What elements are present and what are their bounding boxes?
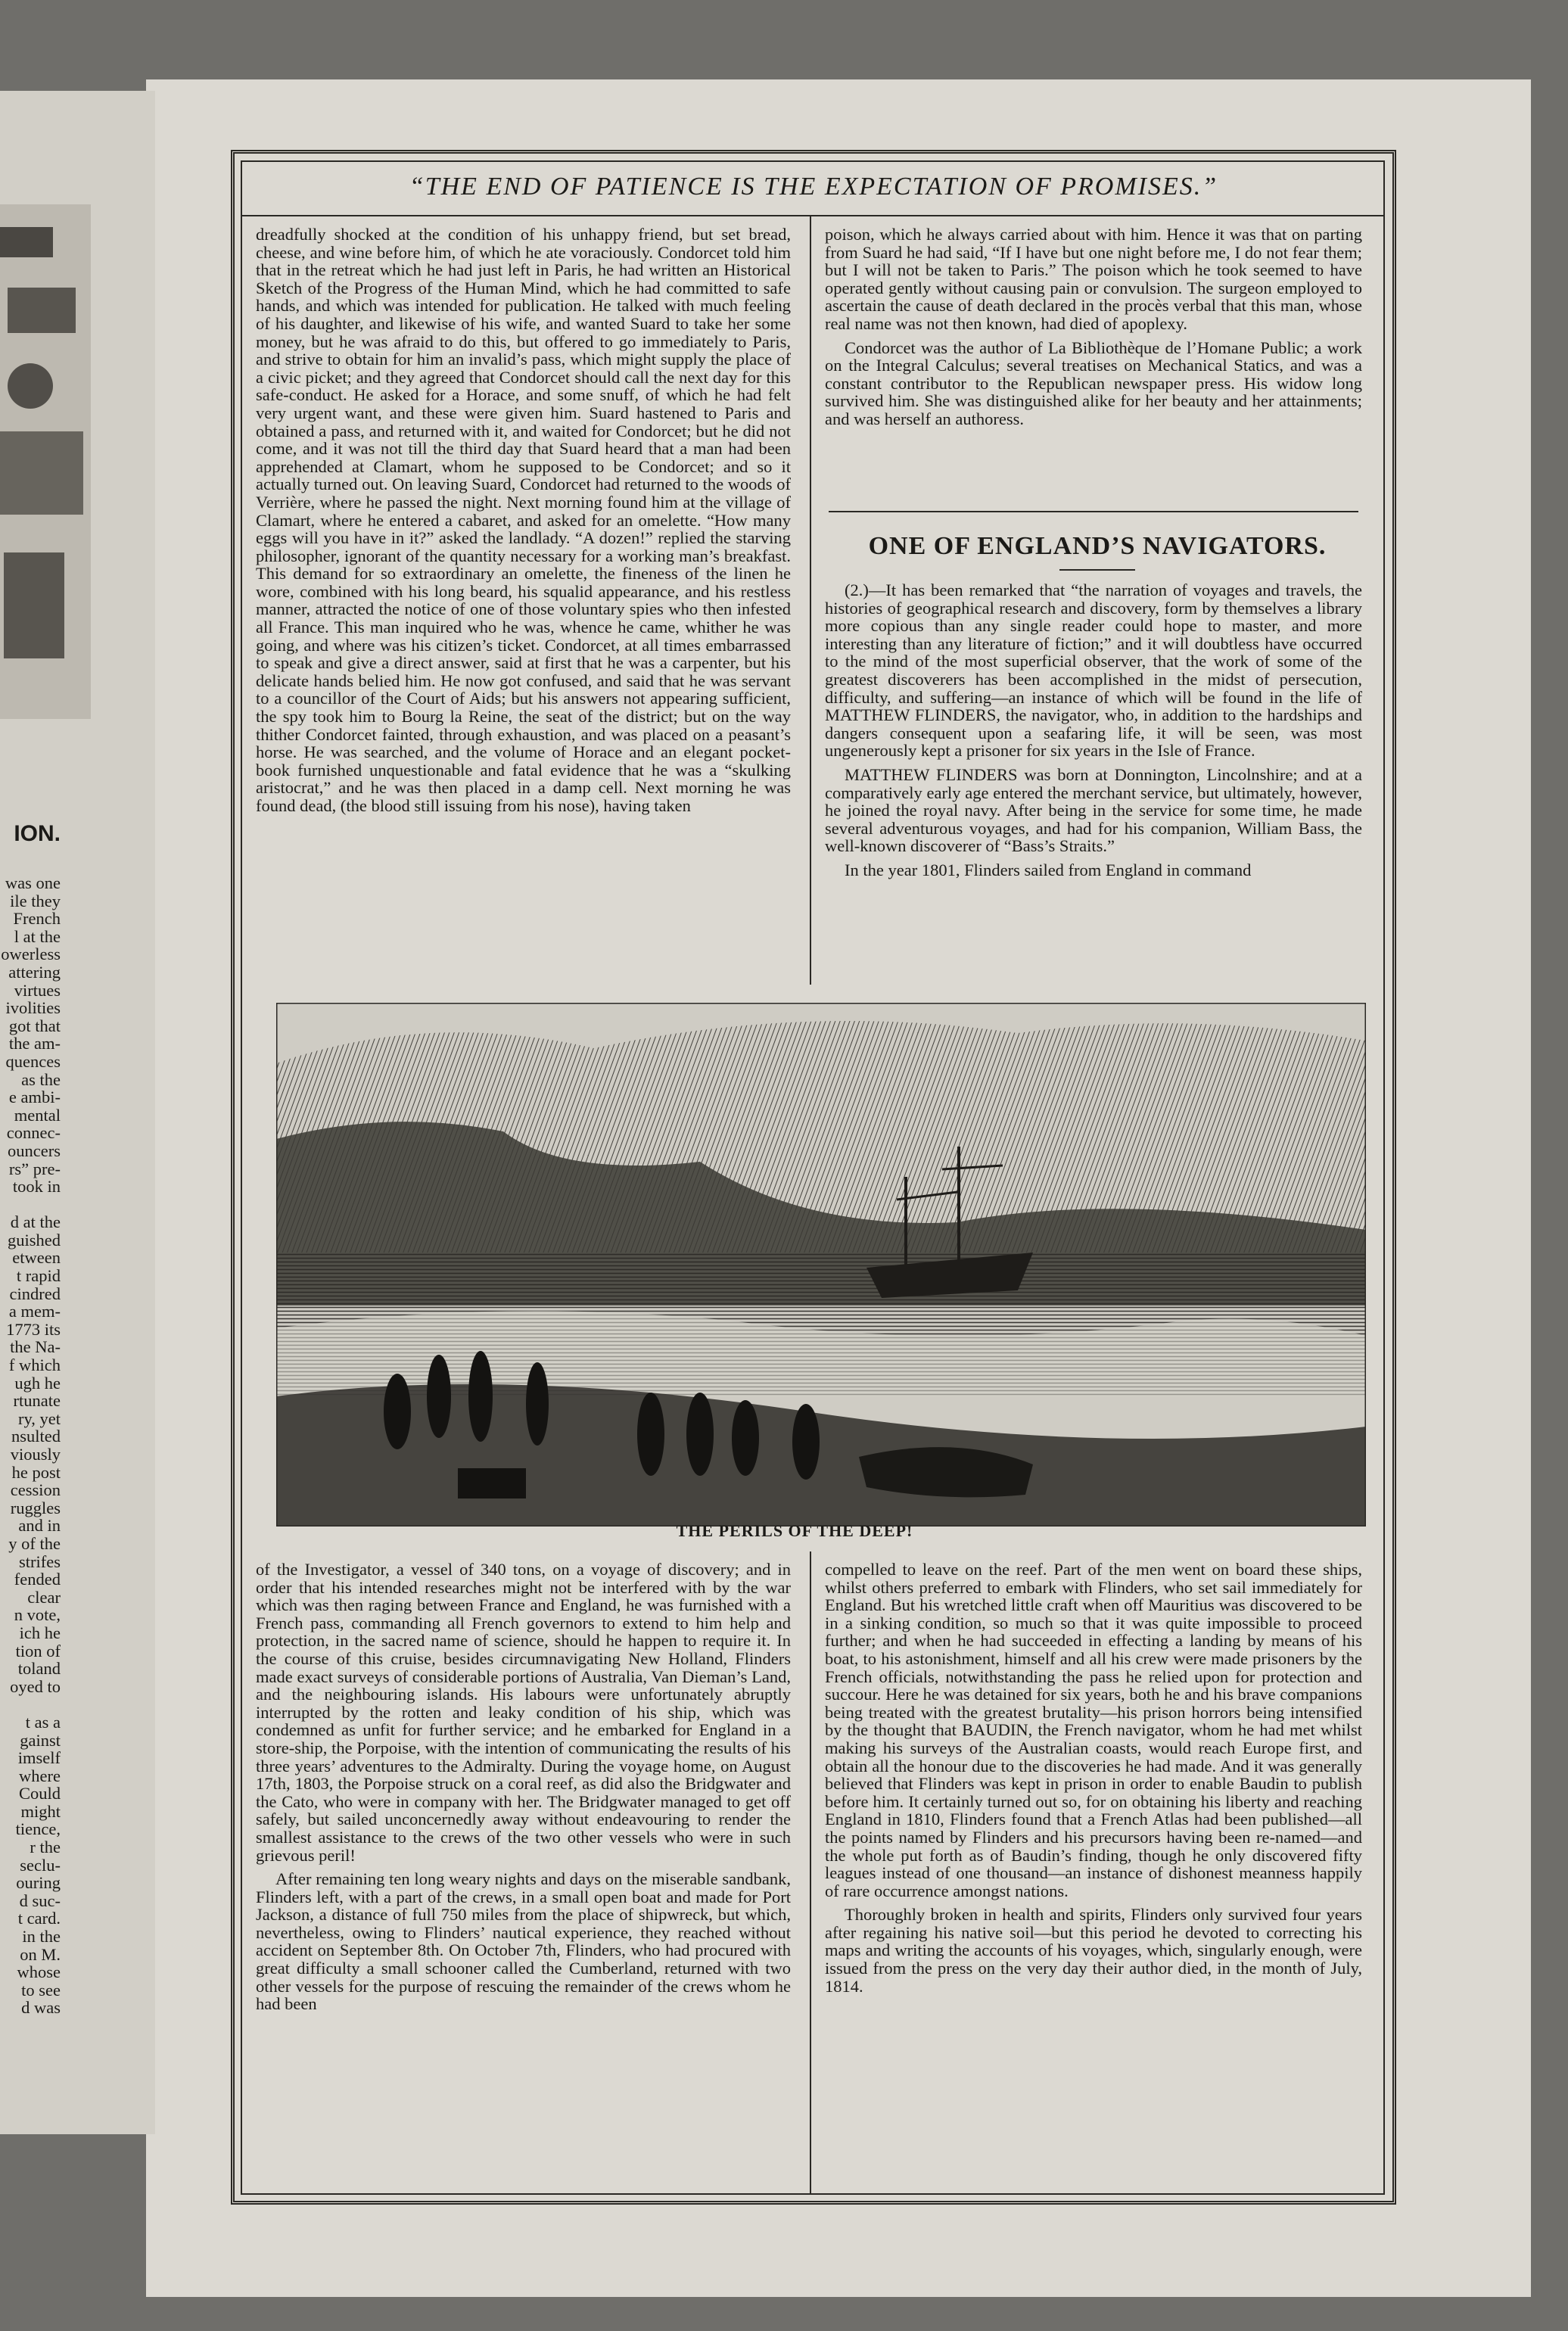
facing-page-line: l at the xyxy=(14,926,61,946)
shipwreck-engraving xyxy=(276,1003,1366,1527)
facing-page-text xyxy=(0,874,61,2017)
facing-page-line: strifes xyxy=(19,1551,61,1571)
facing-page-line: French xyxy=(13,909,61,929)
facing-page-line: tience, xyxy=(15,1819,61,1839)
facing-page-line: Could xyxy=(18,1784,61,1803)
facing-page-line: ivolities xyxy=(5,998,61,1018)
paragraph: dreadfully shocked at the condition of his unhappy friend, but set bread, cheese, and wine before him, of which he ate voraciously. Condorcet told him that in the retreat which he had just left in Paris, he had written an Historical Sketch of the Progress of the Human Mind, which he had committed to safe hands, and which was intended for publication. He talked with much feeling of his daughter, and likewise of his wife, and wanted Suard to take her some money, but he was afraid to do this, but offered to go immediately to Paris, and strive to obtain for him an invalid’s pass, which might supply the place of a civic picket; and they agreed that Condorcet should call the next day for this safe-conduct. He asked for a Horace, and some snuff, of which he had felt very urgent want, and these were given him. Suard hastened to Paris and obtained a pass, and returned with it, and waited for Condorcet; but he did not come, and it was not till the third day that Suard heard that a man had been apprehended at Clamart, whom he supposed to be Condorcet; and so it actually turned out. On leaving Suard, Condorcet had returned to the woods of Verrière, where he passed the night. Next morning found him at the village of Clamart, where he entered a cabaret, and asked for an omelette. “How many eggs will you have in it?” asked the landlady. “A dozen!” replied the starving philosopher, ignorant of the quantity necessary for a working man’s breakfast. This demand for so extraordinary an omelette, the fineness of the linen he wore, combined with his long beard, his squalid appearance, and his restless manner, attracted the notice of one of those voluntary spies who then infested all France. This man inquired who he was, whence he came, whither he was going, and where was his citizen’s ticket. Condorcet, at all times embarrassed to speak and give a direct answer, said at first that he was a carpenter, but his delicate hands belied him. He now got confused, and said that he was servant to a councillor of the Court of Aids; but his answers not appearing sufficient, the spy took him to Bourg la Reine, the seat of the district; but on the way thither Condorcet fainted, through exhaustion, and was placed on a peasant’s horse. He was searched, and the volume of Horace and an elegant pocket-book furnished unquestionable and fatal evidence that he was a “skulking aristocrat,” and he was then placed in a damp cell. Next morning he was found dead, (the blood still issuing from his nose), having taken xyxy=(256,225,791,815)
facing-page-line: fended xyxy=(14,1570,61,1589)
facing-page-line: owerless xyxy=(1,945,61,964)
facing-page-line: might xyxy=(20,1801,61,1821)
facing-page-line: seclu- xyxy=(20,1855,61,1875)
facing-page-line: 1773 its xyxy=(6,1319,61,1339)
paragraph: compelled to leave on the reef. Part of the men went on board these ships, whilst others preferred to embark with Flinders, who set sail immediately for England. But his wretched little craft when off Mauritius was discovered to be in a sinking condition, so much so that it was quite impossible to proceed further; and when he had succeeded in effecting a landing by means of his boat, to his astonishment, himself and all his crew were made prisoners by the French officials, notwithstanding the pass he relied upon for protection and succour. Here he was detained for six years, both he and his brave companions being treated with the greatest brutality—his prison horrors being intensified by the thought that BAUDIN, the French navigator, whom he had met whilst making his surveys of the Australian coasts, would reach Europe first, and obtain all the honour due to the discoveries he had made. And it was generally believed that Flinders was kept in prison in order to enable Baudin to publish before him. It certainly turned out so, for on obtaining his liberty and reaching England in 1810, Flinders found that a French Atlas had been published—all the points named by Flinders and his precursors having been re-named—and the whole put forth as of Baudin’s finding, though he only discovered fifty leagues instead of one thousand—an instance of dishonest meanness happily of rare occurrence amongst nations. xyxy=(825,1560,1362,1900)
facing-page-line: to see xyxy=(21,1980,61,2000)
facing-page-line: y of the xyxy=(8,1533,61,1553)
facing-page-line: t card. xyxy=(17,1909,61,1928)
facing-page-line: on M. xyxy=(20,1944,61,1964)
article-condorcet-right xyxy=(825,226,1362,434)
facing-page-line: the Na- xyxy=(10,1337,61,1357)
facing-page-line: imself xyxy=(17,1748,61,1768)
facing-page-line: ich he xyxy=(19,1623,61,1642)
facing-page-line: attering xyxy=(8,962,61,982)
facing-page-line: etween xyxy=(12,1248,61,1268)
facing-page-line: oyed to xyxy=(10,1676,61,1696)
facing-page-line: e ambi- xyxy=(8,1088,61,1107)
facing-page-line: clear xyxy=(27,1587,61,1607)
facing-page-line xyxy=(0,1695,61,1713)
facing-page-line: d was xyxy=(21,1998,61,2017)
facing-page-line: ouncers xyxy=(8,1141,61,1160)
facing-page-line: t as a xyxy=(25,1712,61,1732)
column-divider xyxy=(810,1551,811,2195)
facing-page-line: tion of xyxy=(15,1641,61,1660)
facing-page-line xyxy=(0,1196,61,1214)
facing-page-line: was one xyxy=(5,874,61,892)
facing-page-line: ouring xyxy=(16,1873,61,1893)
facing-page-line: ile they xyxy=(10,891,61,910)
facing-page-line: got that xyxy=(8,1016,61,1035)
facing-page-line: a mem- xyxy=(8,1302,61,1321)
facing-page-line: connec- xyxy=(6,1123,61,1143)
facing-page-line: in the xyxy=(22,1927,61,1947)
facing-page-line: virtues xyxy=(14,980,61,1000)
facing-page-line: and in xyxy=(18,1516,61,1536)
facing-page-line: t rapid xyxy=(16,1266,61,1286)
article-flinders-left xyxy=(256,1561,791,2019)
facing-page-line: gainst xyxy=(20,1730,61,1750)
article-condorcet-left xyxy=(256,226,791,821)
motto-rule xyxy=(241,215,1385,216)
facing-page-line: ry, yet xyxy=(17,1408,61,1428)
facing-page-line: rs” pre- xyxy=(8,1159,61,1178)
paragraph: (2.)—It has been remarked that “the narration of voyages and travels, the histories of geographical research and discovery, form by themselves a library more copious than any single reader could hope to master, and more interesting than any literature of fiction;” and it will doubtless have occurred to the mind of the most superficial observer, that the work of some of the greatest discoverers has been accomplished in the midst of persecution, difficulty, and suffering—an instance of which will be found in the life of MATTHEW FLINDERS, the navigator, who, in addition to the hardships and dangers consequent upon a seafaring life, it will be seen, was most ungenerously kept a prisoner for six years in the Isle of France. xyxy=(825,580,1362,761)
facing-page-line: where xyxy=(19,1766,61,1785)
facing-page-line: d suc- xyxy=(19,1891,61,1910)
paragraph: of the Investigator, a vessel of 340 tons, on a voyage of discovery; and in order that his intended researches might not be interfered with by the war which was then raging between France and England, he was furnished with a French pass, commanding all French governors to extend to him help and protection, in the sacred name of science, should he happen to require it. In the course of this cruise, besides circumnavigating New Holland, Flinders made exact surveys of considerable portions of Australia, Van Dieman’s Land, and the neighbouring islands. His labours were unfortunately abruptly interrupted by the rotten and leaky condition of his ship, which was condemned as unfit for further service; and he embarked for England in a store-ship, the Porpoise, with the intention of communicating the results of his three years’ adventures to the Admiralty. During the voyage home, on August 17th, 1803, the Porpoise struck on a coral reef, as did also the Bridgwater and the Cato, who were in company with her. The Bridgwater managed to get off safely, but sailed unconcernedly away without endeavouring to render the smallest assistance to the crews of the two other vessels who were in such grievous peril! xyxy=(256,1560,791,1865)
facing-page-line: d at the xyxy=(10,1212,61,1232)
facing-page-heading: ION. xyxy=(14,821,61,846)
facing-page-line: guished xyxy=(8,1230,61,1250)
article-flinders-right xyxy=(825,1561,1362,2001)
facing-page-line: quences xyxy=(5,1051,61,1071)
paragraph: poison, which he always carried about with him. Hence it was that on parting from Suard he had said, “If I have but one night before me, I do not fear them; but I will not be taken to Paris.” The poison which he took seemed to have operated gently without causing pain or convulsion. The surgeon employed to ascertain the cause of death declared in the procès verbal that this man, whose real name was not then known, had died of apoplexy. xyxy=(825,225,1362,333)
facing-page-line: cession xyxy=(10,1480,61,1500)
paragraph: MATTHEW FLINDERS was born at Donnington, Lincolnshire; and at a comparatively early age entered the merchant service, but ultimately, however, he joined the royal navy. After being in the service for some time, he made several adventurous voyages, and had for his companion, William Bass, the well-known discoverer of “Bass’s Straits.” xyxy=(825,764,1362,856)
facing-page-engraving xyxy=(0,204,91,719)
facing-page-line: cindred xyxy=(9,1284,61,1303)
facing-page-line: he post xyxy=(11,1462,61,1482)
facing-page-line: whose xyxy=(17,1962,61,1982)
paragraph: In the year 1801, Flinders sailed from England in command xyxy=(845,860,1252,879)
facing-page-line: the am- xyxy=(8,1034,61,1053)
facing-page-line: ruggles xyxy=(10,1498,61,1517)
page-motto: “THE END OF PATIENCE IS THE EXPECTATION OF PROMISES.” xyxy=(409,173,1218,201)
facing-page-line: toland xyxy=(17,1659,61,1679)
section-rule xyxy=(829,511,1358,512)
facing-page-line: n vote, xyxy=(14,1605,61,1625)
facing-page-line: nsulted xyxy=(11,1427,61,1446)
heading-underline xyxy=(1059,569,1135,571)
facing-page-line: as the xyxy=(21,1069,61,1089)
illustration-caption: THE PERILS OF THE DEEP! xyxy=(676,1521,913,1540)
section-heading: ONE OF ENGLAND’S NAVIGATORS. xyxy=(868,532,1327,560)
facing-page-line: mental xyxy=(14,1105,61,1125)
facing-page-line: rtunate xyxy=(13,1391,61,1411)
facing-page-line: ugh he xyxy=(14,1373,61,1393)
facing-page-line: f which xyxy=(8,1355,61,1375)
paragraph: After remaining ten long weary nights and days on the miserable sandbank, Flinders left, with a part of the crews, in a small open boat and made for Port Jackson, a distance of full 750 miles from the place of shipwreck, but which, nevertheless, owing to Flinders’ nautical experience, they reached without accident on September 8th. On October 7th, Flinders, who had procured with great difficulty a small schooner called the Cumberland, returned with two other vessels for the purpose of rescuing the remainder of the crews whom he had been xyxy=(256,1869,791,2014)
paragraph: Condorcet was the author of La Bibliothèque de l’Homane Public; a work on the Integral Calculus; several treatises on Mechanical Statics, and was a constant contributor to the Republican newspaper press. His widow long survived him. She was distinguished alike for her beauty and her attainments; and was herself an authoress. xyxy=(825,338,1362,428)
article-flinders-intro xyxy=(825,581,1362,885)
facing-page-line: viously xyxy=(10,1445,61,1464)
facing-page-line: took in xyxy=(12,1177,61,1197)
paragraph: Thoroughly broken in health and spirits, Flinders only survived four years after regaining his native soil—but this period he devoted to correcting his maps and writing the accounts of his voyages, which, singularly enough, were issued from the press on the very day their author died, in the month of July, 1814. xyxy=(825,1905,1362,1996)
facing-page-line: r the xyxy=(30,1838,61,1857)
column-divider xyxy=(810,216,811,985)
